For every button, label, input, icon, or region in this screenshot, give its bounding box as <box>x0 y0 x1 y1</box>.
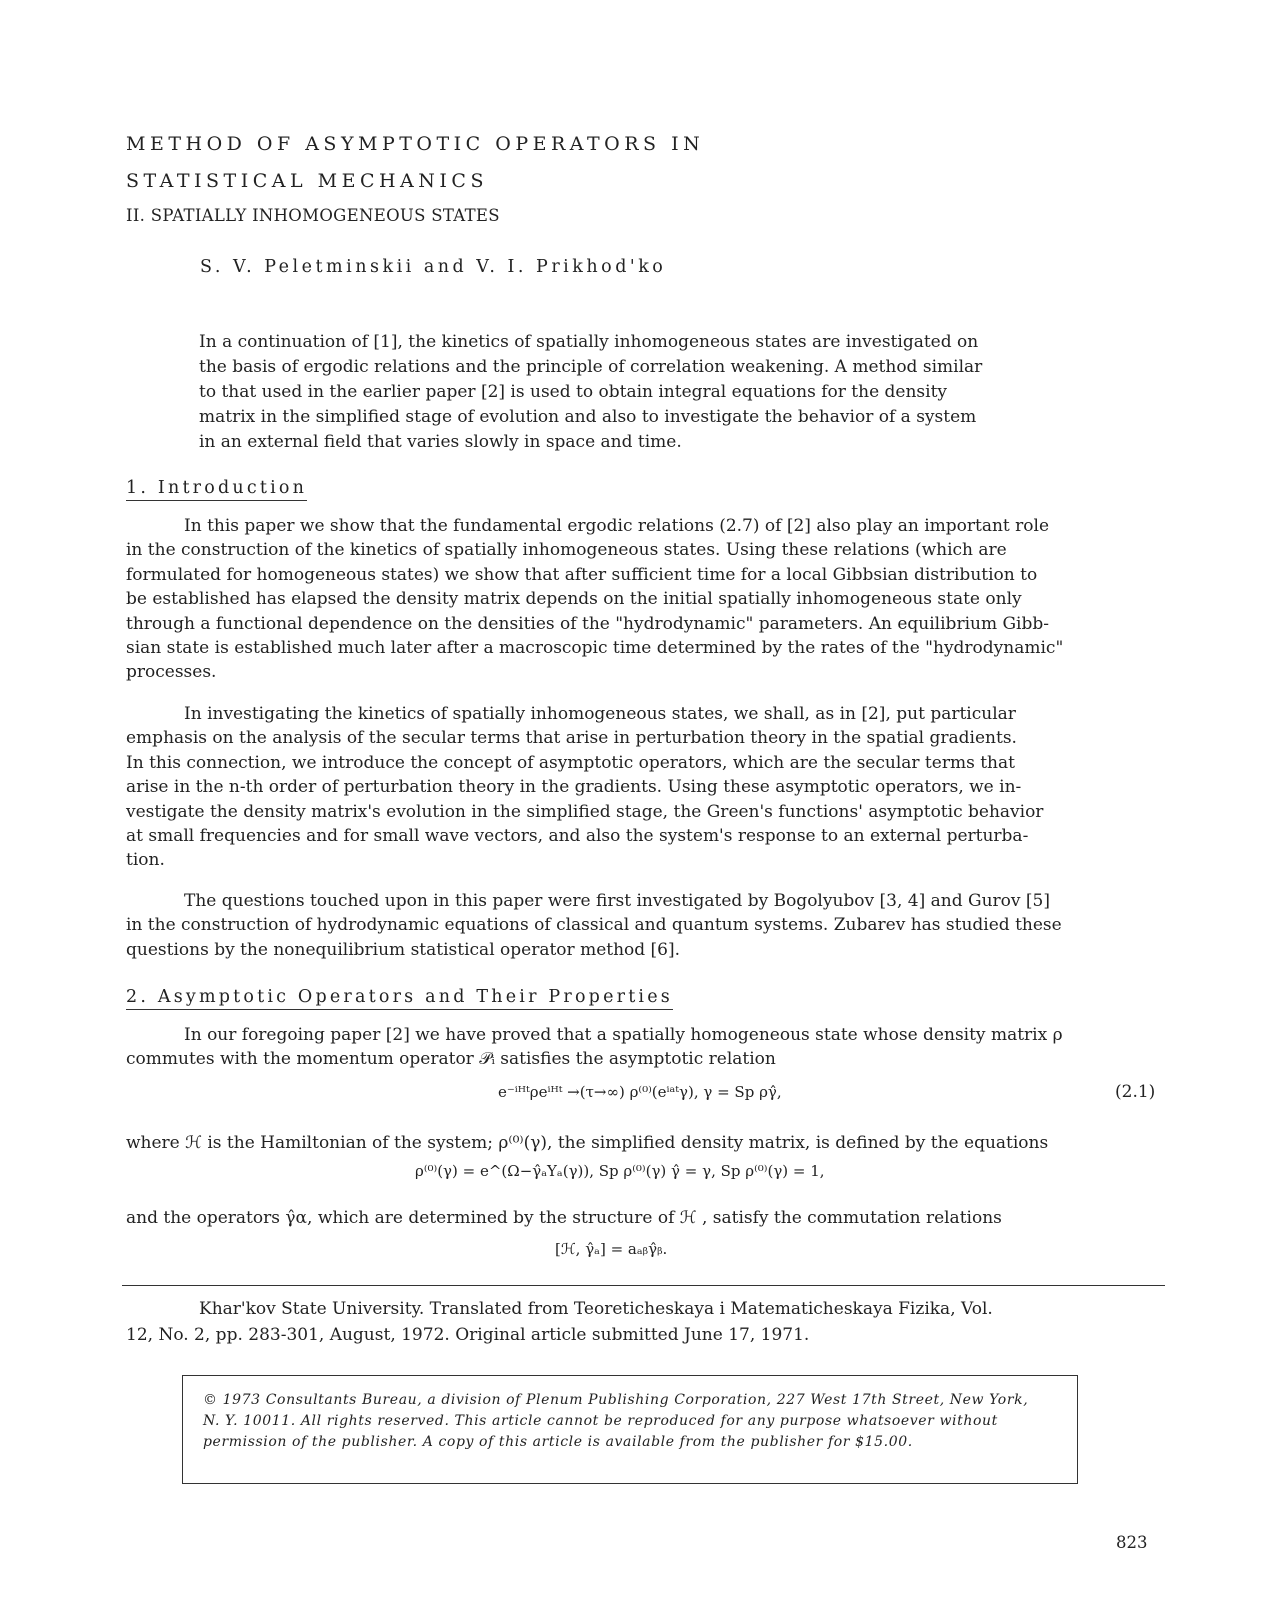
text-line: formulated for homogeneous states) we show that after sufficient time for a local Gibbsian distribution to <box>126 564 1038 585</box>
intro-paragraph-3 <box>126 889 1166 962</box>
equation-simplified-density: ρ⁽⁰⁾(γ) = e^(Ω−γ̂ₐYₐ(γ)), Sp ρ⁽⁰⁾(γ) γ̂ = γ, Sp ρ⁽⁰⁾(γ) = 1, <box>415 1162 825 1180</box>
text-line: vestigate the density matrix's evolution in the simplified stage, the Green's functions' asymptotic behavior <box>126 801 1044 822</box>
copyright-line: © 1973 Consultants Bureau, a division of Plenum Publishing Corporation, 227 West 17th Street, New York, <box>203 1392 1029 1408</box>
abstract-line: In a continuation of [1], the kinetics of spatially inhomogeneous states are investigated on <box>199 332 979 352</box>
text-line: In this connection, we introduce the concept of asymptotic operators, which are the secular terms that <box>126 752 1015 773</box>
commutation-intro-line: and the operators γ̂α, which are determined by the structure of ℋ , satisfy the commutation relations <box>126 1208 1002 1228</box>
text-line: emphasis on the analysis of the secular terms that arise in perturbation theory in the spatial gradients. <box>126 728 1017 749</box>
paper-subtitle: II. SPATIALLY INHOMOGENEOUS STATES <box>126 206 500 225</box>
equation-number-2-1: (2.1) <box>1115 1082 1156 1102</box>
where-line: where ℋ is the Hamiltonian of the system; ρ⁽⁰⁾(γ), the simplified density matrix, is defined by the equations <box>126 1133 1049 1153</box>
section-heading-introduction: 1. Introduction <box>126 478 307 501</box>
text-line: tion. <box>126 850 165 871</box>
section-heading-asymptotic-operators: 2. Asymptotic Operators and Their Properties <box>126 987 673 1010</box>
text-line: commutes with the momentum operator 𝒫ᵢ satisfies the asymptotic relation <box>126 1049 776 1070</box>
abstract-line: in an external field that varies slowly in space and time. <box>199 432 682 452</box>
footnote-line: 12, No. 2, pp. 283-301, August, 1972. Original article submitted June 17, 1971. <box>126 1325 810 1345</box>
page-number: 823 <box>1116 1533 1148 1552</box>
text-line: in the construction of the kinetics of spatially inhomogeneous states. Using these relations (which are <box>126 540 1007 561</box>
paper-title-line-2: STATISTICAL MECHANICS <box>126 170 488 192</box>
footnote <box>126 1296 993 1348</box>
abstract-line: to that used in the earlier paper [2] is used to obtain integral equations for the density <box>199 382 948 402</box>
abstract-line: matrix in the simplified stage of evolution and also to investigate the behavior of a system <box>199 407 977 427</box>
text-line: In our foregoing paper [2] we have proved that a spatially homogeneous state whose density matrix ρ <box>184 1025 1063 1045</box>
intro-paragraph-2 <box>126 702 1166 873</box>
text-line: arise in the n-th order of perturbation theory in the gradients. Using these asymptotic operators, we in- <box>126 777 1022 798</box>
copyright-text <box>203 1390 1028 1453</box>
text-line: through a functional dependence on the densities of the "hydrodynamic" parameters. An equilibrium Gibb- <box>126 613 1050 634</box>
copyright-box <box>182 1375 1078 1484</box>
text-line: The questions touched upon in this paper were first investigated by Bogolyubov [3, 4] and Gurov [5] <box>184 891 1050 911</box>
footnote-line: Khar'kov State University. Translated from Teoreticheskaya i Matematicheskaya Fizika, Vol. <box>199 1299 993 1319</box>
footnote-divider <box>122 1285 1165 1286</box>
text-line: be established has elapsed the density matrix depends on the initial spatially inhomogeneous state only <box>126 589 1022 610</box>
paper-title-line-1: METHOD OF ASYMPTOTIC OPERATORS IN <box>126 133 705 155</box>
abstract-line: the basis of ergodic relations and the principle of correlation weakening. A method similar <box>199 357 983 377</box>
text-line: sian state is established much later after a macroscopic time determined by the rates of the "hydrodynamic" <box>126 638 1064 659</box>
intro-paragraph-1 <box>126 514 1166 685</box>
text-line: In this paper we show that the fundamental ergodic relations (2.7) of [2] also play an important role <box>184 516 1050 536</box>
text-line: in the construction of hydrodynamic equations of classical and quantum systems. Zubarev has studied these <box>126 915 1062 936</box>
text-line: In investigating the kinetics of spatially inhomogeneous states, we shall, as in [2], put particular <box>184 704 1016 724</box>
text-line: questions by the nonequilibrium statistical operator method [6]. <box>126 939 681 960</box>
section2-paragraph-1 <box>126 1023 1166 1072</box>
copyright-line: permission of the publisher. A copy of this article is available from the publisher for $15.00. <box>203 1434 913 1450</box>
text-line: at small frequencies and for small wave vectors, and also the system's response to an external perturba- <box>126 826 1029 847</box>
text-line: processes. <box>126 662 217 683</box>
copyright-line: N. Y. 10011. All rights reserved. This article cannot be reproduced for any purpose whatsoever without <box>203 1413 998 1429</box>
authors: S. V. Peletminskii and V. I. Prikhod'ko <box>200 257 667 277</box>
equation-2-1: e⁻ⁱᴴᵗρeⁱᴴᵗ →(τ→∞) ρ⁽⁰⁾(eⁱᵃᵗγ), γ = Sp ργ̂, <box>498 1083 782 1101</box>
abstract <box>199 330 1099 455</box>
equation-commutation: [ℋ, γ̂ₐ] = aₐᵦγ̂ᵦ. <box>555 1240 668 1258</box>
